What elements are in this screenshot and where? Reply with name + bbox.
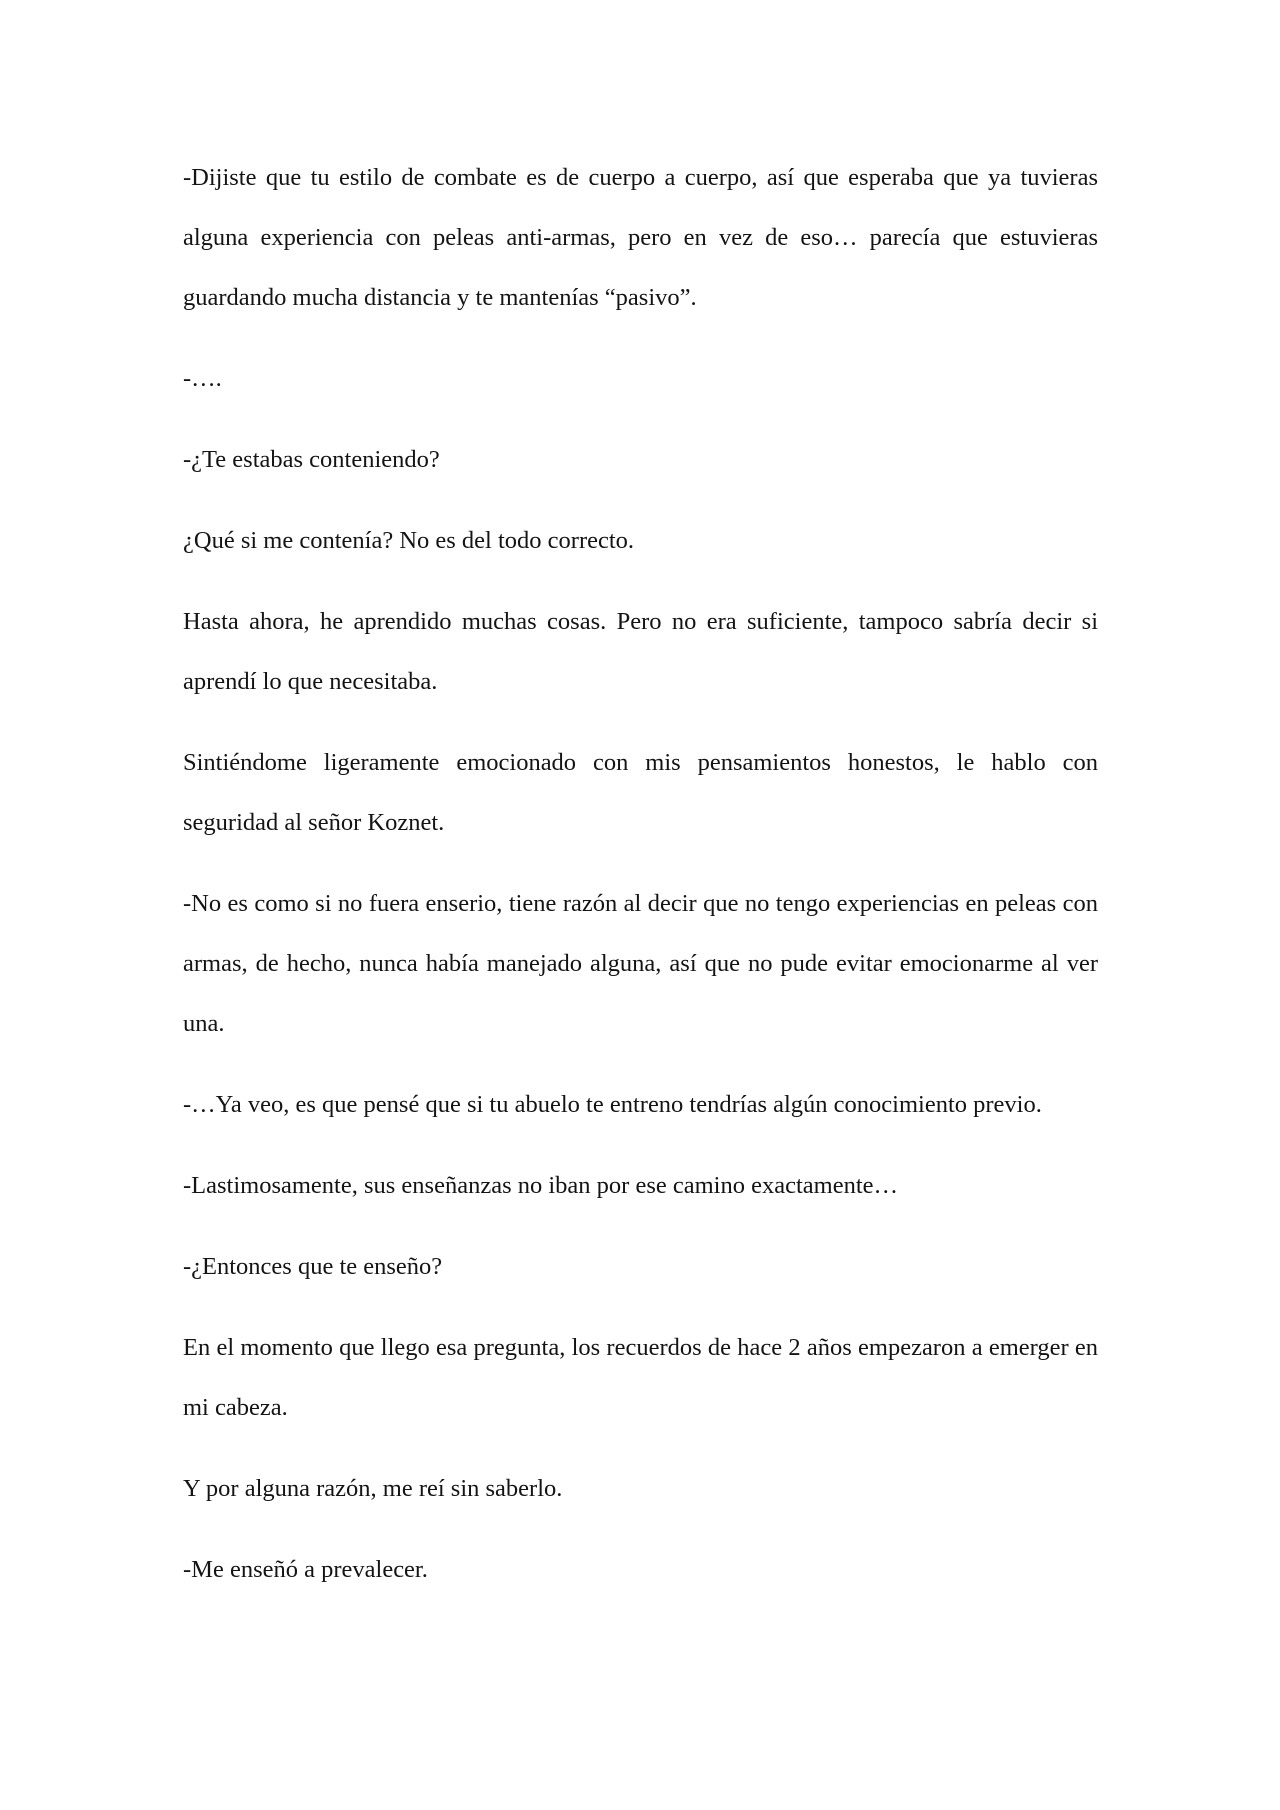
paragraph: -Lastimosamente, sus enseñanzas no iban por ese camino exactamente… <box>183 1172 899 1199</box>
paragraph: -¿Entonces que te enseño? <box>183 1253 443 1280</box>
paragraph: -…. <box>183 365 222 392</box>
paragraph: -Me enseñó a prevalecer. <box>183 1556 428 1583</box>
paragraph: -No es como si no fuera enserio, tiene razón al decir que no tengo experiencias en peleas con armas, de hecho, nunca había manejado alguna, así que no pude evitar emocionarme al ver una. <box>183 890 1098 1037</box>
paragraph: Sintiéndome ligeramente emocionado con mis pensamientos honestos, le hablo con seguridad al señor Koznet. <box>183 749 1098 836</box>
paragraph: En el momento que llego esa pregunta, los recuerdos de hace 2 años empezaron a emerger en mi cabeza. <box>183 1334 1098 1421</box>
document-text-body <box>183 148 1098 1621</box>
paragraph: ¿Qué si me contenía? No es del todo correcto. <box>183 527 635 554</box>
paragraph: -…Ya veo, es que pensé que si tu abuelo te entreno tendrías algún conocimiento previo. <box>183 1091 1042 1118</box>
paragraph: -¿Te estabas conteniendo? <box>183 446 440 473</box>
paragraph: -Dijiste que tu estilo de combate es de cuerpo a cuerpo, así que esperaba que ya tuvieras alguna experiencia con peleas anti-armas, pero en vez de eso… parecía que estuvieras guardando mucha distancia y te mantenías “pasivo”. <box>183 164 1098 311</box>
paragraph: Hasta ahora, he aprendido muchas cosas. Pero no era suficiente, tampoco sabría decir si aprendí lo que necesitaba. <box>183 608 1098 695</box>
paragraph: Y por alguna razón, me reí sin saberlo. <box>183 1475 563 1502</box>
